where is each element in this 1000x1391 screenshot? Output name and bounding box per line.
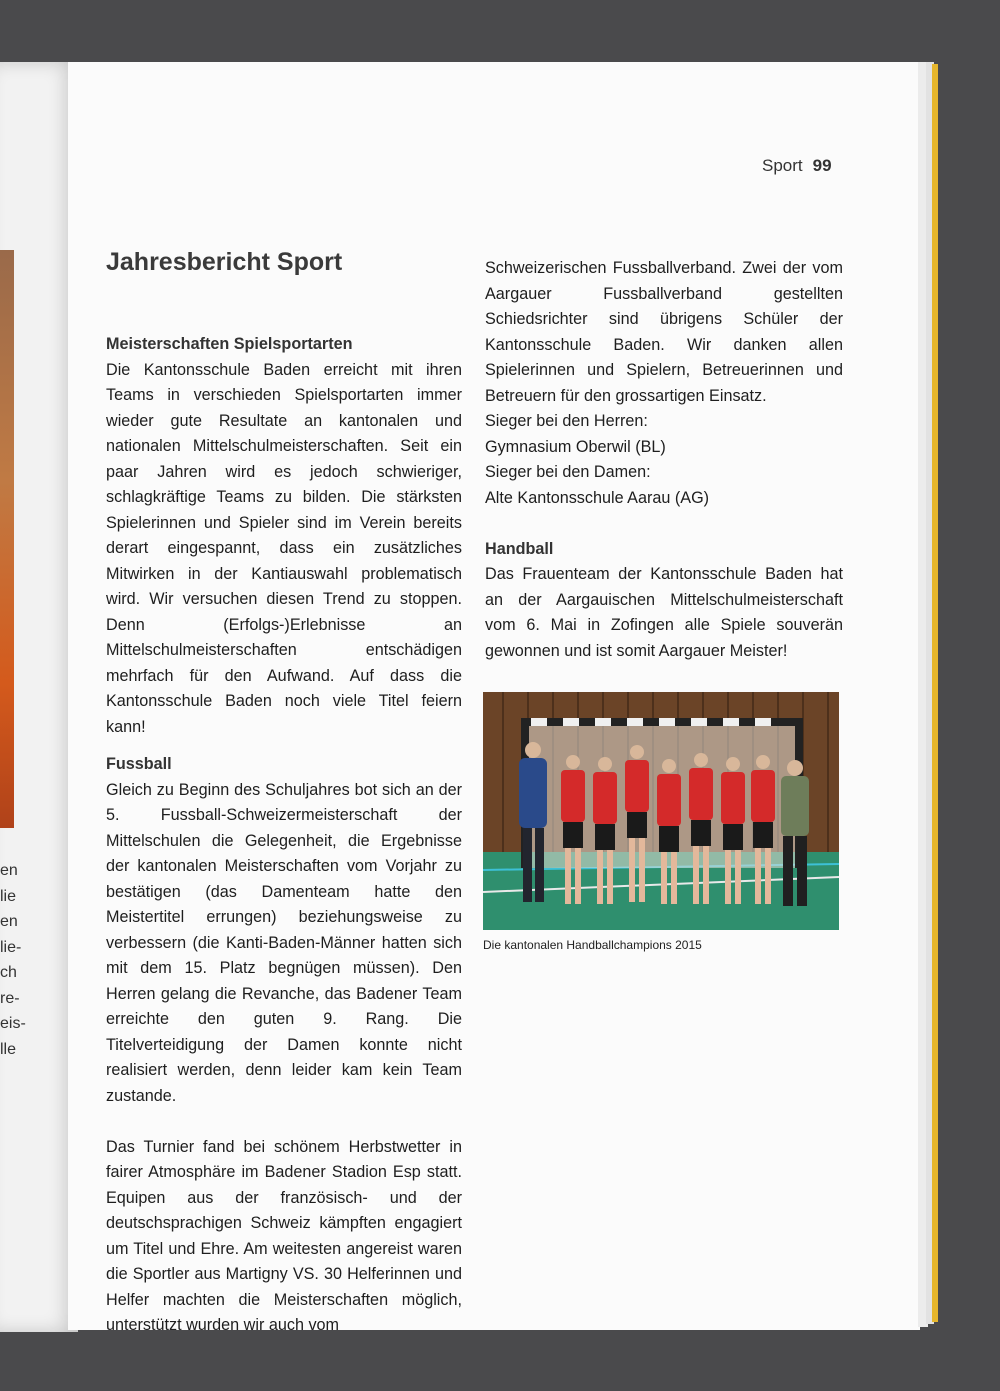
heading-championships: Meisterschaften Spielsportarten xyxy=(106,335,353,353)
left-fragment: en xyxy=(0,862,18,879)
left-page-text-fragments xyxy=(0,858,30,1062)
left-fragment: lle xyxy=(0,1040,17,1058)
paragraph-continue: Schweizerischen Fussballverband. Zwei der vom Aargauer Fussballverband gestellten Schiedsrichter sind übrigens Schüler der Kantonsschule Baden. Wir danken allen Spielerinnen und Spielern, Betreuerinnen und Betreuern für den grossartigen Einsatz. xyxy=(485,259,843,405)
left-page-photo-edge xyxy=(0,250,14,828)
winners-men: Gymnasium Oberwil (BL) xyxy=(485,437,666,456)
left-fragment: eis- xyxy=(0,1015,26,1032)
paragraph-handball: Das Frauenteam der Kantonsschule Baden hat an der Aargauischen Mittelschulmeisterschaft vom 6. Mai in Zofingen alle Spiele souverän gewonnen und ist somit Aargauer Meister! xyxy=(485,565,843,660)
column-left xyxy=(106,332,462,1339)
left-fragment: lie- xyxy=(0,938,22,956)
page-number: 99 xyxy=(812,156,832,175)
running-header xyxy=(762,156,832,176)
header-section: Sport xyxy=(762,156,803,175)
page-edge-marker xyxy=(932,64,938,1322)
left-fragment: en xyxy=(0,913,18,930)
page-title: Jahresbericht Sport xyxy=(106,248,343,276)
heading-handball: Handball xyxy=(485,539,554,558)
winners-women-label: Sieger bei den Damen: xyxy=(485,463,651,481)
winners-women: Alte Kantonsschule Aarau (AG) xyxy=(485,488,710,507)
heading-football: Fussball xyxy=(106,755,172,773)
column-right xyxy=(485,256,843,664)
winners-men-label: Sieger bei den Herren: xyxy=(485,412,648,430)
left-fragment: re- xyxy=(0,989,20,1007)
paragraph-football-1: Gleich zu Beginn des Schuljahres bot sich an der 5. Fussball-Schweizermeisterschaft der Mittelschulen die Gelegenheit, die Ergebnisse der kantonalen Meisterschaften vom Vorjahr zu bestätigen (das Damenteam hatte den Meistertitel errungen) beziehungsweise zu verbessern (die Kanti-Baden-Männer hatten sich mit dem 15. Platz begnügen müssen). Den Herren gelang die Revanche, das Badener Team erreichte den guten 9. Rang. Die Titelverteidigung der Damen konnte nicht realisiert werden, denn leider kam kein Team zustande. xyxy=(106,780,462,1105)
paragraph-intro: Die Kantonsschule Baden erreicht mit ihren Teams in verschieden Spielsportarten immer wieder gute Resultate an kantonalen und nationalen Mittelschulmeisterschaften. Seit ein paar Jahren wird es jedoch schwieriger, schlagkräftige Teams zu bilden. Die stärksten Spielerinnen und Spieler sind im Verein bereits derart eingespannt, dass ein zusätzliches Mitwirken in der Kantiauswahl problematisch wird. Wir versuchen diesen Trend zu stoppen. Denn (Erfolgs-)Erlebnisse an Mittelschulmeisterschaften entschädigen mehrfach für den Aufwand. Auf dass die Kantonsschule Baden noch viele Titel feiern kann! xyxy=(106,360,462,736)
team-photo xyxy=(483,692,839,930)
left-fragment: lie xyxy=(0,887,17,905)
photo-caption: Die kantonalen Handballchampions 2015 xyxy=(483,938,702,952)
paragraph-football-2: Das Turnier fand bei schönem Herbstwetter in fairer Atmosphäre im Badener Stadion Esp statt. Equipen aus der französisch- und der deutschsprachigen Schweiz kämpften engagiert um Titel und Ehre. Am weitesten angereist waren die Sportler aus Martigny VS. 30 Helferinnen und Helfer machten die Meisterschaften möglich, unterstützt wurden wir auch vom xyxy=(106,1137,462,1334)
left-fragment: ch xyxy=(0,964,17,981)
